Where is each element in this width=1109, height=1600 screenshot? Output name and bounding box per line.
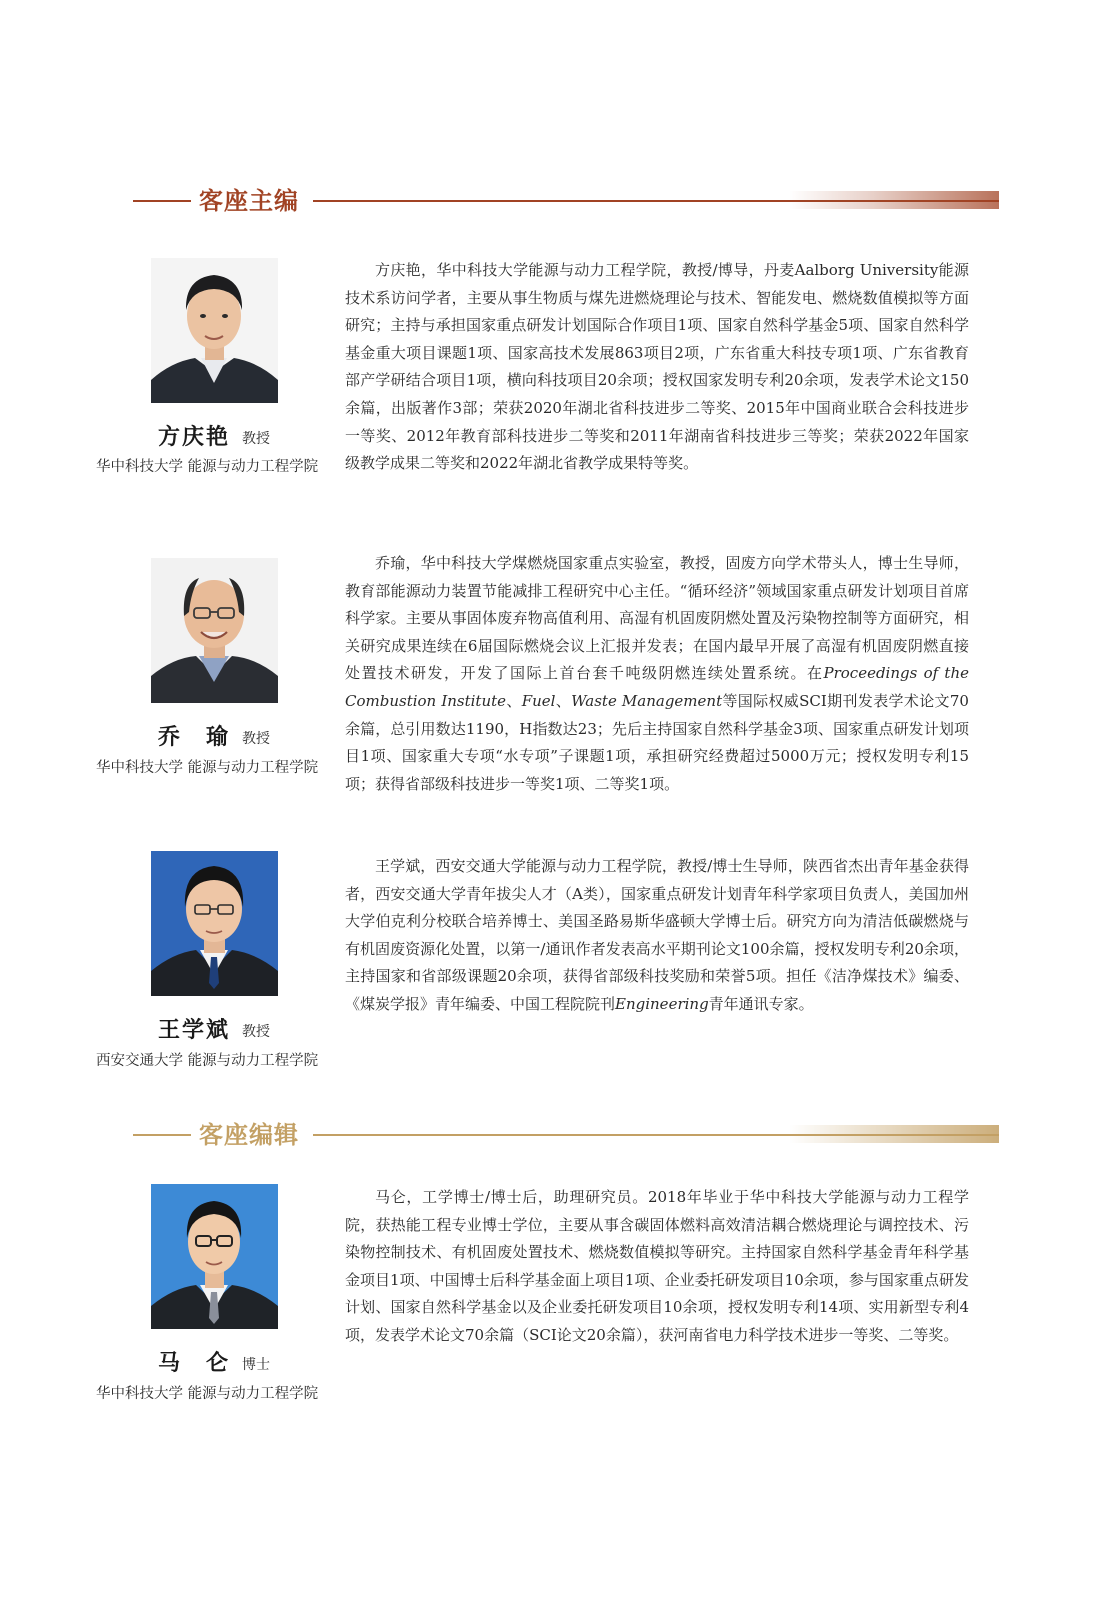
section-header-guest-chief-editors: [133, 181, 999, 221]
person-title: 教授: [242, 1024, 270, 1040]
header-gradient-band: [789, 191, 999, 209]
journal-name: Fuel: [521, 691, 556, 710]
bio-text: 乔瑜，华中科技大学煤燃烧国家重点实验室，教授，固废方向学术带头人，博士生导师，教育部能源动力装置节能减排工程研究中心主任。“循环经济”领域国家重点研发计划项目首席科学家。主要从事固体废弃物高值利用、高湿有机固废阴燃处置及污染物控制等方面研究，相关研究成果连续在6届国际燃烧会议上汇报并发表；在国内最早开展了高湿有机固废阴燃直接处置技术研发，开发了国际上首台套千吨级阴燃连续处置系统。在: [345, 554, 969, 683]
header-lead-line: [133, 200, 191, 202]
separator: 、: [555, 691, 572, 710]
section-header-guest-editors: [133, 1115, 999, 1155]
header-gradient-band: [789, 1125, 999, 1143]
person-title: 教授: [242, 731, 270, 747]
bio-text: 等国际权威SCI期刊发表学术论文70余篇，总引用数达1190，H指数达23；先后主持国家自然科学基金3项、国家重点研发计划项目1项、国家重大专项“水专项”子课题1项，承担研究经费超过5000万元；授权发明专利15项；获得省部级科技进步一等奖1项、二等奖1项。: [345, 691, 969, 793]
portrait-photo: [151, 258, 278, 403]
person-bio: [345, 550, 969, 798]
journal-name: Proceedings of the Combustion Institute: [345, 664, 969, 710]
bio-text: 王学斌，西安交通大学能源与动力工程学院，教授/博士生导师，陕西省杰出青年基金获得者，西安交通大学青年拔尖人才（A类），国家重点研发计划青年科学家项目负责人，美国加州大学伯克利分校联合培养博士、美国圣路易斯华盛顿大学博士后。研究方向为清洁低碳燃烧与有机固废资源化处置，以第一/通讯作者发表高水平期刊论文100余篇，授权发明专利20余项，主持国家和省部级课题20余项，获得省部级科技奖励和荣誉5项。担任《洁净煤技术》编委、《煤炭学报》青年编委、中国工程院院刊: [345, 857, 969, 1013]
person-affiliation: 西安交通大学 能源与动力工程学院: [96, 1053, 319, 1069]
person-name: 乔 瑜: [158, 724, 231, 750]
person-affiliation: 华中科技大学 能源与动力工程学院: [96, 760, 319, 776]
section-title: 客座主编: [199, 187, 299, 215]
person-affiliation: 华中科技大学 能源与动力工程学院: [96, 459, 319, 475]
person-bio: 方庆艳，华中科技大学能源与动力工程学院，教授/博导，丹麦Aalborg University能源技术系访问学者，主要从事生物质与煤先进燃烧理论与技术、智能发电、燃烧数值模拟等方面研究；主持与承担国家重点研发计划国际合作项目1项、国家自然科学基金5项、国家自然科学基金重大项目课题1项、国家高技术发展863项目2项，广东省重大科技专项1项、广东省教育部产学研结合项目1项，横向科技项目20余项；授权国家发明专利20余项，发表学术论文150余篇，出版著作3部；荣获2020年湖北省科技进步二等奖、2015年中国商业联合会科技进步一等奖、2012年教育部科技进步二等奖和2011年湖南省科技进步三等奖；荣获2022年国家级教学成果二等奖和2022年湖北省教学成果特等奖。: [345, 261, 969, 473]
portrait-photo: [151, 558, 278, 703]
person-name: 马 仑: [158, 1350, 231, 1376]
header-lead-line: [133, 1134, 191, 1136]
person-name: 方庆艳: [158, 424, 231, 450]
person-name: 王学斌: [158, 1017, 231, 1043]
section-title: 客座编辑: [199, 1121, 299, 1149]
bio-text: 青年通讯专家。: [708, 994, 814, 1013]
person-bio: 马仑，工学博士/博士后，助理研究员。2018年毕业于华中科技大学能源与动力工程学院，获热能工程专业博士学位，主要从事含碳固体燃料高效清洁耦合燃烧理论与调控技术、污染物控制技术、有机固废处置技术、燃烧数值模拟等研究。主持国家自然科学基金青年科学基金项目1项、中国博士后科学基金面上项目1项、企业委托研发项目10余项，参与国家重点研发计划、国家自然科学基金以及企业委托研发项目10余项，授权发明专利14项、实用新型专利4项，发表学术论文70余篇（SCI论文20余篇），获河南省电力科学技术进步一等奖、二等奖。: [345, 1188, 969, 1344]
person-bio: [345, 853, 969, 1019]
portrait-photo: [151, 1184, 278, 1329]
separator: 、: [506, 691, 522, 710]
journal-name: Waste Management: [571, 691, 723, 710]
person-title: 博士: [242, 1357, 270, 1373]
portrait-photo: [151, 851, 278, 996]
journal-name: Engineering: [615, 994, 709, 1013]
person-title: 教授: [242, 431, 270, 447]
person-affiliation: 华中科技大学 能源与动力工程学院: [96, 1386, 319, 1402]
